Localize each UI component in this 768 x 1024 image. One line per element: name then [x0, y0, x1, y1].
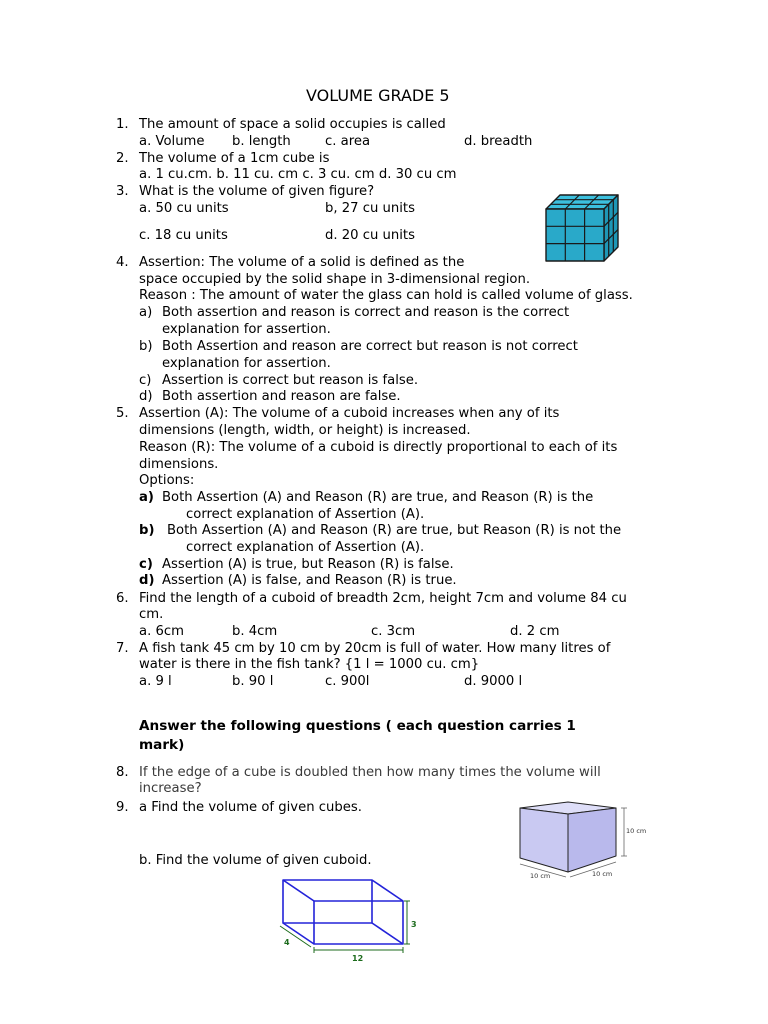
3x3x3-cube-icon: [544, 193, 620, 263]
option-a: Both Assertion (A) and Reason (R) are true, and Reason (R) is the: [162, 490, 594, 505]
question-text: Reason (R): The volume of a cuboid is directly proportional to each of its: [139, 440, 618, 455]
option-c: Assertion is correct but reason is false.: [162, 373, 419, 388]
option-a-cont: correct explanation of Assertion (A).: [186, 507, 425, 522]
section-heading: Answer the following questions ( each question carries 1: [139, 718, 576, 734]
option-c: c. 3cm: [371, 624, 416, 639]
option-a: a. 9 l: [139, 674, 172, 689]
question-number: 3.: [116, 184, 129, 199]
option-d: Assertion (A) is false, and Reason (R) is true.: [162, 573, 457, 588]
options-label: Options:: [139, 473, 195, 488]
question-text: increase?: [139, 781, 202, 796]
question-text: What is the volume of given figure?: [139, 184, 375, 199]
cuboid-figure: [247, 877, 437, 965]
option-label: c): [139, 373, 152, 388]
option-label: a): [139, 490, 154, 505]
option-label: d): [139, 389, 153, 404]
cube-height-label: 10 cm: [626, 827, 647, 835]
option-c: c. area: [325, 134, 371, 149]
question-text: dimensions.: [139, 457, 219, 472]
option-b: b. length: [232, 134, 291, 149]
option-c: c. 18 cu units: [139, 228, 228, 243]
option-d: d. 20 cu units: [325, 228, 415, 243]
option-a-cont: explanation for assertion.: [162, 322, 331, 337]
question-text: A fish tank 45 cm by 10 cm by 20cm is full of water. How many litres of: [139, 641, 611, 656]
question-number: 9.: [116, 800, 129, 815]
question-text: space occupied by the solid shape in 3-dimensional region.: [139, 272, 531, 287]
option-label: a): [139, 305, 153, 320]
cube-depth-label: 10 cm: [592, 870, 613, 878]
question-number: 5.: [116, 406, 129, 421]
option-a: a. 6cm: [139, 624, 184, 639]
question-number: 7.: [116, 641, 129, 656]
cube-width-label: 10 cm: [530, 872, 551, 880]
option-b: Both Assertion and reason are correct but reason is not correct: [162, 339, 578, 354]
option-b-cont: explanation for assertion.: [162, 356, 331, 371]
question-text: Reason : The amount of water the glass can hold is called volume of glass.: [139, 288, 633, 303]
option-label: b): [139, 523, 155, 538]
option-d: d. breadth: [464, 134, 533, 149]
question-number: 4.: [116, 255, 129, 270]
option-label: c): [139, 557, 153, 572]
question-number: 1.: [116, 117, 129, 132]
option-b: Both Assertion (A) and Reason (R) are true, but Reason (R) is not the: [167, 523, 622, 538]
section-heading-cont: mark): [139, 737, 185, 753]
options-line: a. 1 cu.cm. b. 11 cu. cm c. 3 cu. cm d. 30 cu cm: [139, 167, 457, 182]
option-c: c. 900l: [325, 674, 370, 689]
cuboid-height-label: 3: [411, 920, 417, 929]
option-label: b): [139, 339, 153, 354]
option-d: d. 9000 l: [464, 674, 523, 689]
question-text: The amount of space a solid occupies is called: [139, 117, 446, 132]
question-text: dimensions (length, width, or height) is increased.: [139, 423, 471, 438]
question-text: Find the length of a cuboid of breadth 2cm, height 7cm and volume 84 cu: [139, 591, 627, 606]
option-b: b. 90 l: [232, 674, 274, 689]
cuboid-length-label: 12: [352, 954, 364, 963]
option-c: Assertion (A) is true, but Reason (R) is false.: [162, 557, 454, 572]
option-a: a. Volume: [139, 134, 205, 149]
question-text: b. Find the volume of given cuboid.: [139, 853, 372, 868]
option-b-cont: correct explanation of Assertion (A).: [186, 540, 425, 555]
option-a: Both assertion and reason is correct and reason is the correct: [162, 305, 570, 320]
question-number: 2.: [116, 151, 129, 166]
option-b: b, 27 cu units: [325, 201, 415, 216]
question-text: If the edge of a cube is doubled then how many times the volume will: [139, 765, 601, 780]
option-d: Both assertion and reason are false.: [162, 389, 401, 404]
cuboid-depth-label: 4: [284, 938, 290, 947]
question-text: The volume of a 1cm cube is: [139, 151, 330, 166]
option-d: d. 2 cm: [510, 624, 560, 639]
question-text: water is there in the fish tank? {1 l = 1000 cu. cm}: [139, 657, 480, 672]
question-text: a Find the volume of given cubes.: [139, 800, 362, 815]
page-title: VOLUME GRADE 5: [306, 86, 450, 105]
question-text: Assertion: The volume of a solid is defined as the: [139, 255, 465, 270]
option-b: b. 4cm: [232, 624, 278, 639]
cube-figure: [510, 798, 658, 884]
question-text: cm.: [139, 607, 164, 622]
question-text: Assertion (A): The volume of a cuboid increases when any of its: [139, 406, 560, 421]
option-label: d): [139, 573, 155, 588]
question-number: 6.: [116, 591, 129, 606]
option-a: a. 50 cu units: [139, 201, 229, 216]
question-number: 8.: [116, 765, 129, 780]
